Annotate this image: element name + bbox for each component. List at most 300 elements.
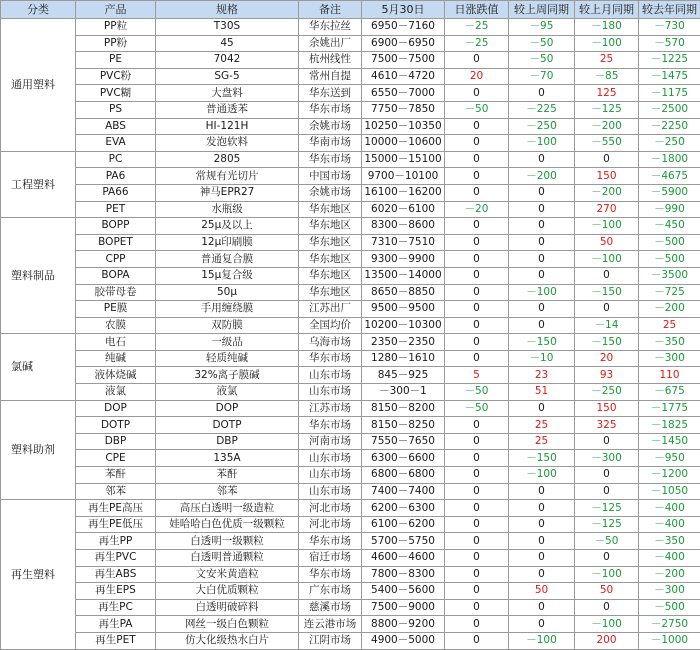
note-cell: 余姚市场	[299, 184, 362, 201]
table-row	[1, 201, 700, 218]
month-change-cell: 0	[575, 467, 639, 484]
month-change-cell: 0	[575, 433, 639, 450]
table-row	[1, 632, 700, 649]
price-cell: 4900－5000	[362, 632, 445, 649]
table-row	[1, 317, 700, 334]
table-row	[1, 118, 700, 135]
note-cell: 山东市场	[299, 467, 362, 484]
header-spec: 规格	[156, 1, 299, 19]
year-change-cell: －250	[639, 135, 700, 152]
spec-cell: 普通透苯	[156, 101, 299, 118]
year-change-cell: －730	[639, 19, 700, 36]
product-cell: 液体烧碱	[76, 367, 156, 384]
spec-cell: 常规有光切片	[156, 168, 299, 185]
year-change-cell: －1800	[639, 151, 700, 168]
product-cell: 再生PA	[76, 616, 156, 633]
daily-change-cell: －25	[445, 19, 509, 36]
note-cell: 江苏市场	[299, 400, 362, 417]
table-row	[1, 516, 700, 533]
header-week-change: 较上周同期	[509, 1, 575, 19]
week-change-cell: 0	[509, 516, 575, 533]
spec-cell: SG-5	[156, 68, 299, 85]
product-cell: EVA	[76, 135, 156, 152]
month-change-cell: 150	[575, 400, 639, 417]
product-cell: PET	[76, 201, 156, 218]
price-cell: 6800－6800	[362, 467, 445, 484]
month-change-cell: －200	[575, 184, 639, 201]
daily-change-cell: 20	[445, 68, 509, 85]
price-cell: 8300－8600	[362, 218, 445, 235]
note-cell: 华东地区	[299, 251, 362, 268]
price-cell: 7750－7850	[362, 101, 445, 118]
spec-cell: 白透明普通颗粒	[156, 550, 299, 567]
week-change-cell: －200	[509, 168, 575, 185]
daily-change-cell: －50	[445, 384, 509, 401]
price-cell: 5400－5600	[362, 583, 445, 600]
month-change-cell: 0	[575, 267, 639, 284]
product-cell: PS	[76, 101, 156, 118]
month-change-cell: －85	[575, 68, 639, 85]
daily-change-cell: 0	[445, 135, 509, 152]
year-change-cell: －2500	[639, 101, 700, 118]
price-cell: 15000－15100	[362, 151, 445, 168]
month-change-cell: －300	[575, 450, 639, 467]
spec-cell: 一级品	[156, 334, 299, 351]
week-change-cell: 0	[509, 234, 575, 251]
week-change-cell: 0	[509, 500, 575, 517]
product-cell: 再生PET	[76, 632, 156, 649]
week-change-cell: 0	[509, 616, 575, 633]
daily-change-cell: 0	[445, 550, 509, 567]
daily-change-cell: 0	[445, 267, 509, 284]
price-cell: 8150－8250	[362, 417, 445, 434]
note-cell: 中国市场	[299, 168, 362, 185]
month-change-cell: －100	[575, 35, 639, 52]
note-cell: 江阴市场	[299, 632, 362, 649]
month-change-cell: －150	[575, 284, 639, 301]
week-change-cell: 0	[509, 201, 575, 218]
note-cell: 乌海市场	[299, 334, 362, 351]
product-cell: DOTP	[76, 417, 156, 434]
year-change-cell: －570	[639, 35, 700, 52]
daily-change-cell: －25	[445, 35, 509, 52]
daily-change-cell: 0	[445, 251, 509, 268]
price-cell: 6950－7160	[362, 19, 445, 36]
daily-change-cell: 0	[445, 516, 509, 533]
week-change-cell: 0	[509, 566, 575, 583]
daily-change-cell: 0	[445, 85, 509, 102]
table-row	[1, 101, 700, 118]
month-change-cell: 93	[575, 367, 639, 384]
product-cell: PC	[76, 151, 156, 168]
year-change-cell: －1200	[639, 467, 700, 484]
daily-change-cell: 0	[445, 583, 509, 600]
price-cell: 16100－16200	[362, 184, 445, 201]
note-cell: 江苏出厂	[299, 301, 362, 318]
table-row	[1, 550, 700, 567]
year-change-cell: －200	[639, 301, 700, 318]
price-cell: 6020－6100	[362, 201, 445, 218]
daily-change-cell: 0	[445, 301, 509, 318]
year-change-cell: －1450	[639, 433, 700, 450]
spec-cell: 仿大化级热水白片	[156, 632, 299, 649]
spec-cell: 网丝一级白色颗粒	[156, 616, 299, 633]
week-change-cell: 0	[509, 218, 575, 235]
daily-change-cell: －20	[445, 201, 509, 218]
header-row	[1, 1, 700, 19]
spec-cell: 高压白透明一级造粒	[156, 500, 299, 517]
price-cell: 7400－7400	[362, 483, 445, 500]
year-change-cell: －350	[639, 334, 700, 351]
price-cell: －300－1	[362, 384, 445, 401]
note-cell: 华东地区	[299, 267, 362, 284]
price-cell: 9500－9500	[362, 301, 445, 318]
product-cell: 再生ABS	[76, 566, 156, 583]
spec-cell: DBP	[156, 433, 299, 450]
daily-change-cell: 0	[445, 450, 509, 467]
year-change-cell: －1475	[639, 68, 700, 85]
week-change-cell: 51	[509, 384, 575, 401]
daily-change-cell: 0	[445, 168, 509, 185]
product-cell: 农膜	[76, 317, 156, 334]
daily-change-cell: 0	[445, 632, 509, 649]
note-cell: 华东拉丝	[299, 19, 362, 36]
note-cell: 华东市场	[299, 350, 362, 367]
table-row	[1, 400, 700, 417]
spec-cell: 大盘料	[156, 85, 299, 102]
spec-cell: 神马EPR27	[156, 184, 299, 201]
category-cell: 工程塑料	[1, 151, 76, 217]
spec-cell: 45	[156, 35, 299, 52]
table-row	[1, 450, 700, 467]
spec-cell: 手用缠绕膜	[156, 301, 299, 318]
year-change-cell: －200	[639, 566, 700, 583]
header-daily-change: 日涨跌值	[445, 1, 509, 19]
table-row	[1, 483, 700, 500]
week-change-cell: －250	[509, 118, 575, 135]
daily-change-cell: 0	[445, 350, 509, 367]
product-cell: ABS	[76, 118, 156, 135]
price-cell: 5700－5750	[362, 533, 445, 550]
week-change-cell: 0	[509, 267, 575, 284]
price-cell: 8150－8200	[362, 400, 445, 417]
product-cell: 再生EPS	[76, 583, 156, 600]
table-row	[1, 350, 700, 367]
price-cell: 6900－6950	[362, 35, 445, 52]
price-cell: 6200－6300	[362, 500, 445, 517]
table-row	[1, 301, 700, 318]
product-cell: DOP	[76, 400, 156, 417]
daily-change-cell: 0	[445, 433, 509, 450]
daily-change-cell: 0	[445, 218, 509, 235]
daily-change-cell: 0	[445, 118, 509, 135]
week-change-cell: 0	[509, 400, 575, 417]
table-row	[1, 583, 700, 600]
product-cell: PP粒	[76, 19, 156, 36]
daily-change-cell: 0	[445, 234, 509, 251]
spec-cell: T30S	[156, 19, 299, 36]
month-change-cell: －250	[575, 384, 639, 401]
week-change-cell: －70	[509, 68, 575, 85]
week-change-cell: 0	[509, 483, 575, 500]
month-change-cell: 50	[575, 583, 639, 600]
price-cell: 10200－10300	[362, 317, 445, 334]
product-cell: 再生PP	[76, 533, 156, 550]
week-change-cell: －50	[509, 35, 575, 52]
week-change-cell: 0	[509, 550, 575, 567]
week-change-cell: 0	[509, 184, 575, 201]
year-change-cell: －400	[639, 550, 700, 567]
week-change-cell: －95	[509, 19, 575, 36]
product-cell: PVC糊	[76, 85, 156, 102]
daily-change-cell: 0	[445, 566, 509, 583]
product-cell: PA6	[76, 168, 156, 185]
price-cell: 9700－10100	[362, 168, 445, 185]
daily-change-cell: 0	[445, 52, 509, 69]
price-cell: 7550－7650	[362, 433, 445, 450]
note-cell: 杭州线性	[299, 52, 362, 69]
table-row	[1, 35, 700, 52]
spec-cell: HI-121H	[156, 118, 299, 135]
year-change-cell: －2250	[639, 118, 700, 135]
spec-cell: 32%离子膜碱	[156, 367, 299, 384]
price-cell: 6100－6200	[362, 516, 445, 533]
year-change-cell: －1825	[639, 417, 700, 434]
month-change-cell: 50	[575, 234, 639, 251]
spec-cell: 15μ复合级	[156, 267, 299, 284]
category-cell: 再生塑料	[1, 500, 76, 649]
year-change-cell: －1775	[639, 400, 700, 417]
daily-change-cell: 0	[445, 533, 509, 550]
year-change-cell: －450	[639, 218, 700, 235]
spec-cell: 白透明破碎料	[156, 599, 299, 616]
product-cell: 邻苯	[76, 483, 156, 500]
price-cell: 8650－8850	[362, 284, 445, 301]
spec-cell: 水瓶级	[156, 201, 299, 218]
daily-change-cell: 0	[445, 284, 509, 301]
daily-change-cell: 0	[445, 417, 509, 434]
category-cell: 塑料制品	[1, 218, 76, 334]
table-row	[1, 384, 700, 401]
month-change-cell: 150	[575, 168, 639, 185]
table-row	[1, 599, 700, 616]
spec-cell: 12μ印刷膜	[156, 234, 299, 251]
month-change-cell: －100	[575, 218, 639, 235]
price-cell: 8800－9200	[362, 616, 445, 633]
month-change-cell: 0	[575, 151, 639, 168]
spec-cell: 双防膜	[156, 317, 299, 334]
spec-cell: 2805	[156, 151, 299, 168]
spec-cell: 50μ	[156, 284, 299, 301]
table-row	[1, 168, 700, 185]
spec-cell: 白透明一级颗粒	[156, 533, 299, 550]
year-change-cell: －350	[639, 533, 700, 550]
product-cell: 再生PE低压	[76, 516, 156, 533]
daily-change-cell: 0	[445, 500, 509, 517]
spec-cell: 普通复合膜	[156, 251, 299, 268]
month-change-cell: －100	[575, 251, 639, 268]
price-cell: 9300－9900	[362, 251, 445, 268]
spec-cell: DOP	[156, 400, 299, 417]
category-cell: 通用塑料	[1, 19, 76, 152]
week-change-cell: 23	[509, 367, 575, 384]
month-change-cell: －125	[575, 516, 639, 533]
table-row	[1, 52, 700, 69]
year-change-cell: －3500	[639, 267, 700, 284]
header-price: 5月30日	[362, 1, 445, 19]
week-change-cell: －150	[509, 450, 575, 467]
product-cell: 苯酐	[76, 467, 156, 484]
week-change-cell: 50	[509, 583, 575, 600]
table-row	[1, 566, 700, 583]
product-cell: 纯碱	[76, 350, 156, 367]
week-change-cell: －50	[509, 52, 575, 69]
daily-change-cell: 0	[445, 317, 509, 334]
note-cell: 慈溪市场	[299, 599, 362, 616]
week-change-cell: 0	[509, 301, 575, 318]
year-change-cell: －400	[639, 500, 700, 517]
product-cell: PA66	[76, 184, 156, 201]
month-change-cell: 20	[575, 350, 639, 367]
price-cell: 4610－4720	[362, 68, 445, 85]
category-cell: 氯碱	[1, 334, 76, 400]
table-row	[1, 184, 700, 201]
table-row	[1, 135, 700, 152]
year-change-cell: －500	[639, 234, 700, 251]
table-row	[1, 433, 700, 450]
product-cell: CPE	[76, 450, 156, 467]
note-cell: 河南市场	[299, 433, 362, 450]
spec-cell: 轻质纯碱	[156, 350, 299, 367]
week-change-cell: －100	[509, 632, 575, 649]
week-change-cell: 0	[509, 151, 575, 168]
spec-cell: 135A	[156, 450, 299, 467]
note-cell: 全国均价	[299, 317, 362, 334]
price-cell: 6550－7000	[362, 85, 445, 102]
product-cell: DBP	[76, 433, 156, 450]
price-cell: 7310－7510	[362, 234, 445, 251]
year-change-cell: －1225	[639, 52, 700, 69]
product-cell: PVC粉	[76, 68, 156, 85]
year-change-cell: －400	[639, 516, 700, 533]
price-cell: 845－925	[362, 367, 445, 384]
note-cell: 常州自提	[299, 68, 362, 85]
month-change-cell: 325	[575, 417, 639, 434]
note-cell: 华南市场	[299, 135, 362, 152]
month-change-cell: －125	[575, 500, 639, 517]
month-change-cell: 125	[575, 85, 639, 102]
month-change-cell: －550	[575, 135, 639, 152]
header-note: 备注	[299, 1, 362, 19]
daily-change-cell: 0	[445, 616, 509, 633]
price-cell: 10000－10600	[362, 135, 445, 152]
header-product: 产品	[76, 1, 156, 19]
table-row	[1, 367, 700, 384]
year-change-cell: －1050	[639, 483, 700, 500]
daily-change-cell: －50	[445, 400, 509, 417]
table-row	[1, 500, 700, 517]
note-cell: 余姚出厂	[299, 35, 362, 52]
note-cell: 山东市场	[299, 483, 362, 500]
note-cell: 山东市场	[299, 367, 362, 384]
spec-cell: 苯酐	[156, 467, 299, 484]
daily-change-cell: 0	[445, 151, 509, 168]
month-change-cell: 0	[575, 301, 639, 318]
note-cell: 余姚市场	[299, 118, 362, 135]
daily-change-cell: －50	[445, 101, 509, 118]
product-cell: 电石	[76, 334, 156, 351]
year-change-cell: －990	[639, 201, 700, 218]
note-cell: 华东市场	[299, 417, 362, 434]
table-row	[1, 616, 700, 633]
note-cell: 华东市场	[299, 533, 362, 550]
product-cell: BOPA	[76, 267, 156, 284]
price-cell: 13500－14000	[362, 267, 445, 284]
product-cell: BOPP	[76, 218, 156, 235]
spec-cell: 娃哈哈白色优质一级颗粒	[156, 516, 299, 533]
table-row	[1, 334, 700, 351]
year-change-cell: 110	[639, 367, 700, 384]
note-cell: 连云港市场	[299, 616, 362, 633]
table-row	[1, 267, 700, 284]
daily-change-cell: 5	[445, 367, 509, 384]
price-cell: 10250－10350	[362, 118, 445, 135]
month-change-cell: 0	[575, 483, 639, 500]
table-row	[1, 85, 700, 102]
table-row	[1, 467, 700, 484]
year-change-cell: －950	[639, 450, 700, 467]
note-cell: 广东市场	[299, 583, 362, 600]
note-cell: 华东送到	[299, 85, 362, 102]
year-change-cell: －1000	[639, 632, 700, 649]
daily-change-cell: 0	[445, 467, 509, 484]
table-row	[1, 417, 700, 434]
product-cell: PP粉	[76, 35, 156, 52]
week-change-cell: －100	[509, 467, 575, 484]
week-change-cell: 25	[509, 417, 575, 434]
price-cell: 7800－8300	[362, 566, 445, 583]
header-year-change: 较去年同期	[639, 1, 700, 19]
daily-change-cell: 0	[445, 184, 509, 201]
note-cell: 河北市场	[299, 516, 362, 533]
week-change-cell: 0	[509, 317, 575, 334]
header-month-change: 较上月同期	[575, 1, 639, 19]
table-row	[1, 533, 700, 550]
month-change-cell: 0	[575, 599, 639, 616]
year-change-cell: －5900	[639, 184, 700, 201]
month-change-cell: 270	[575, 201, 639, 218]
daily-change-cell: 0	[445, 483, 509, 500]
product-cell: 再生PVC	[76, 550, 156, 567]
note-cell: 山东市场	[299, 450, 362, 467]
product-cell: CPP	[76, 251, 156, 268]
year-change-cell: －725	[639, 284, 700, 301]
product-cell: PE	[76, 52, 156, 69]
note-cell: 华东地区	[299, 234, 362, 251]
month-change-cell: －100	[575, 566, 639, 583]
week-change-cell: 25	[509, 433, 575, 450]
daily-change-cell: 0	[445, 599, 509, 616]
week-change-cell: －150	[509, 334, 575, 351]
spec-cell: 大白优质颗粒	[156, 583, 299, 600]
price-cell: 7500－7500	[362, 52, 445, 69]
month-change-cell: －14	[575, 317, 639, 334]
month-change-cell: 0	[575, 550, 639, 567]
price-cell: 1280－1610	[362, 350, 445, 367]
week-change-cell: 0	[509, 533, 575, 550]
daily-change-cell: 0	[445, 334, 509, 351]
year-change-cell: －300	[639, 583, 700, 600]
